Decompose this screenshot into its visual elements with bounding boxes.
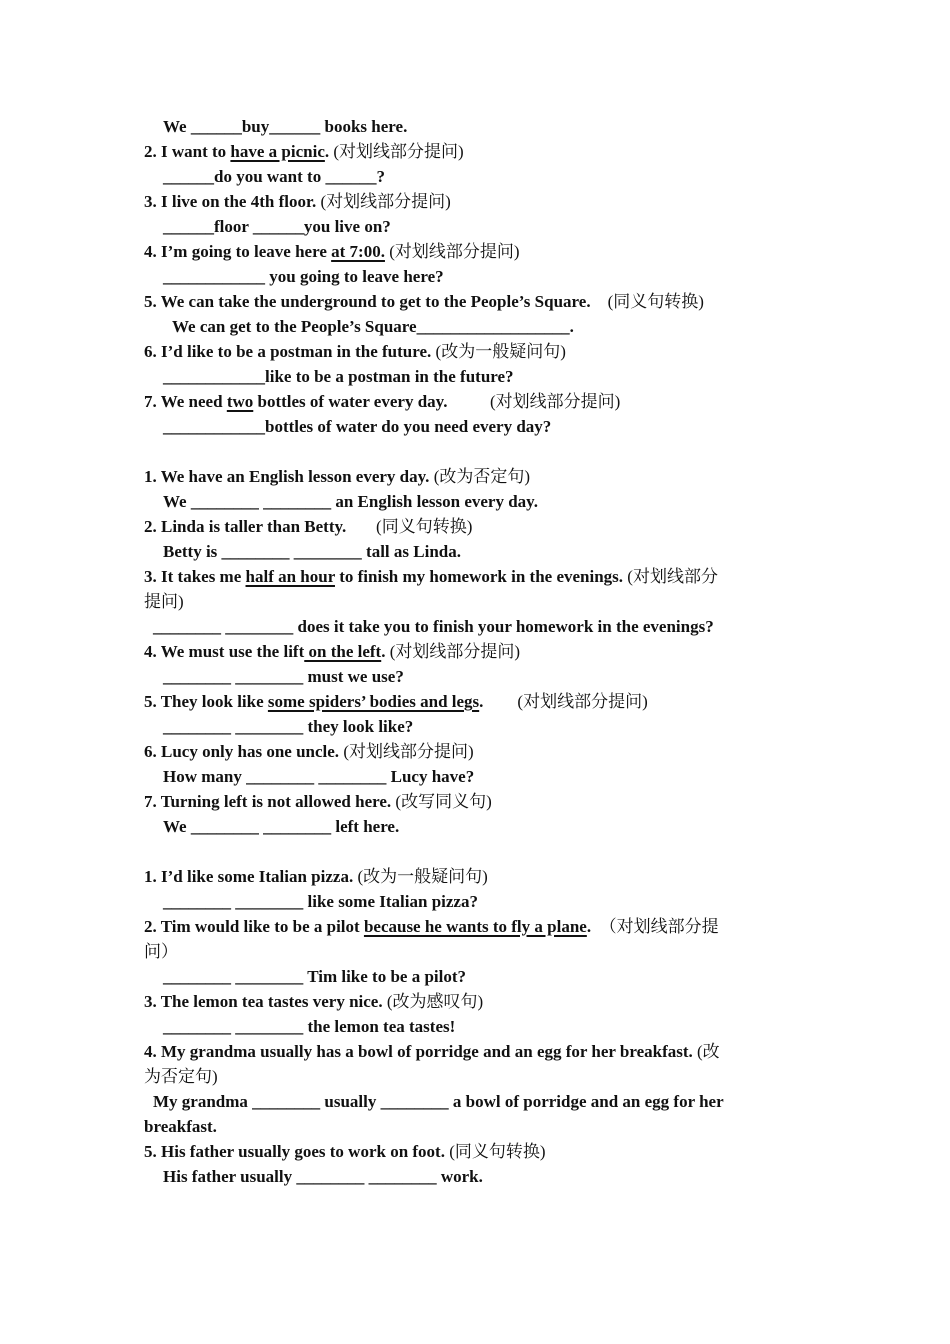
s2-q3-cont xyxy=(144,589,810,614)
instruction-note: (对划线部分提问) xyxy=(343,742,474,761)
instruction-note: (同义句转换) xyxy=(449,1142,546,1161)
s1-q3: 3. I live on the 4th floor. (对划线部分提问) xyxy=(144,192,451,211)
instruction-note: (对划线部分提问) xyxy=(333,142,464,161)
s2-q1-answer: We ________ ________ an English lesson every day. xyxy=(163,492,538,511)
section-spacer xyxy=(144,439,810,464)
s3-q3-answer: ________ ________ the lemon tea tastes! xyxy=(163,1017,456,1036)
s1-q7-answer: ____________bottles of water do you need every day? xyxy=(163,417,552,436)
s3-q3: 3. The lemon tea tastes very nice. (改为感叹句) xyxy=(144,992,484,1011)
instruction-note: (同义句转换) xyxy=(607,292,704,311)
underlined-phrase: at 7:00. xyxy=(331,242,385,261)
s3-q2-cont xyxy=(144,939,810,964)
worksheet xyxy=(144,114,810,1189)
s3-q2: 2. Tim would like to be a pilot because he wants to fly a plane. （对划线部分提 xyxy=(144,917,719,936)
underlined-phrase: two xyxy=(226,392,254,411)
s2-q4: 4. We must use the lift on the left. (对划线部分提问) xyxy=(144,642,521,661)
instruction-note: (对划线部分提问) xyxy=(489,392,621,411)
s2-q7-answer: We ________ ________ left here. xyxy=(163,817,400,836)
s2-q2: 2. Linda is taller than Betty. (同义句转换) xyxy=(144,517,473,536)
instruction-note: (改 xyxy=(697,1042,720,1061)
instruction-note: 问） xyxy=(144,942,178,961)
s3-q1-answer: ________ ________ like some Italian pizza? xyxy=(163,892,478,911)
s1-q2: 2. I want to have a picnic. (对划线部分提问) xyxy=(144,142,464,161)
instruction-note: (对划线部分提问) xyxy=(389,242,520,261)
s3-q5-answer: His father usually ________ ________ work. xyxy=(163,1167,483,1186)
s2-q3: 3. It takes me half an hour to finish my homework in the evenings. (对划线部分 xyxy=(144,567,718,586)
s1-q1-answer: We ______buy______ books here. xyxy=(163,117,408,136)
s3-q4-answer-cont: breakfast. xyxy=(144,1117,217,1136)
instruction-note: (改写同义句) xyxy=(395,792,492,811)
s2-q6: 6. Lucy only has one uncle. (对划线部分提问) xyxy=(144,742,474,761)
instruction-note: 提问) xyxy=(144,592,184,611)
s2-q7: 7. Turning left is not allowed here. (改写同义句) xyxy=(144,792,492,811)
s2-q3-answer: ________ ________ does it take you to finish your homework in the evenings? xyxy=(153,617,714,636)
s3-q4: 4. My grandma usually has a bowl of porridge and an egg for her breakfast. (改 xyxy=(144,1042,720,1061)
underlined-phrase: half an hour xyxy=(245,567,335,586)
s1-q7: 7. We need two bottles of water every day. (对划线部分提问) xyxy=(144,392,621,411)
s1-q5: 5. We can take the underground to get to the People’s Square. (同义句转换) xyxy=(144,292,704,311)
s3-q2-answer: ________ ________ Tim like to be a pilot? xyxy=(163,967,467,986)
underlined-phrase: have a picnic xyxy=(230,142,325,161)
instruction-note: (对划线部分 xyxy=(627,567,718,586)
instruction-note: (对划线部分提问) xyxy=(517,692,648,711)
underlined-phrase: because he wants to fly a plane xyxy=(363,917,587,936)
instruction-note: (改为一般疑问句) xyxy=(435,342,566,361)
instruction-note: (对划线部分提问) xyxy=(320,192,451,211)
s3-q4-cont xyxy=(144,1064,810,1089)
underlined-phrase: on the left xyxy=(304,642,382,661)
s2-q5-answer: ________ ________ they look like? xyxy=(163,717,414,736)
instruction-note: (改为感叹句) xyxy=(386,992,484,1011)
s2-q6-answer: How many ________ ________ Lucy have? xyxy=(163,767,475,786)
s3-q1: 1. I’d like some Italian pizza. (改为一般疑问句) xyxy=(144,867,488,886)
s1-q5-answer: We can get to the People’s Square__________________. xyxy=(172,317,574,336)
instruction-note: (改为否定句) xyxy=(433,467,531,486)
section-spacer xyxy=(144,839,810,864)
s1-q4: 4. I’m going to leave here at 7:00. (对划线部分提问) xyxy=(144,242,520,261)
s3-q5: 5. His father usually goes to work on foot. (同义句转换) xyxy=(144,1142,546,1161)
s2-q4-answer: ________ ________ must we use? xyxy=(163,667,404,686)
instruction-note: 为否定句) xyxy=(144,1067,218,1086)
s2-q2-answer: Betty is ________ ________ tall as Linda. xyxy=(163,542,461,561)
s1-q6: 6. I’d like to be a postman in the future. (改为一般疑问句) xyxy=(144,342,566,361)
instruction-note: (对划线部分提问) xyxy=(389,642,521,661)
s1-q2-answer: ______do you want to ______? xyxy=(163,167,385,186)
s1-q3-answer: ______floor ______you live on? xyxy=(163,217,391,236)
s2-q5: 5. They look like some spiders’ bodies and legs. (对划线部分提问) xyxy=(144,692,648,711)
underlined-phrase: some spiders’ bodies and legs xyxy=(267,692,480,711)
instruction-note: (同义句转换) xyxy=(376,517,473,536)
s3-q4-answer: My grandma ________ usually ________ a bowl of porridge and an egg for her xyxy=(153,1092,724,1111)
s1-q6-answer: ____________like to be a postman in the future? xyxy=(163,367,514,386)
instruction-note: (改为一般疑问句) xyxy=(357,867,488,886)
s1-q4-answer: ____________ you going to leave here? xyxy=(163,267,444,286)
instruction-note: （对划线部分提 xyxy=(599,917,719,936)
s2-q1: 1. We have an English lesson every day. (改为否定句) xyxy=(144,467,531,486)
